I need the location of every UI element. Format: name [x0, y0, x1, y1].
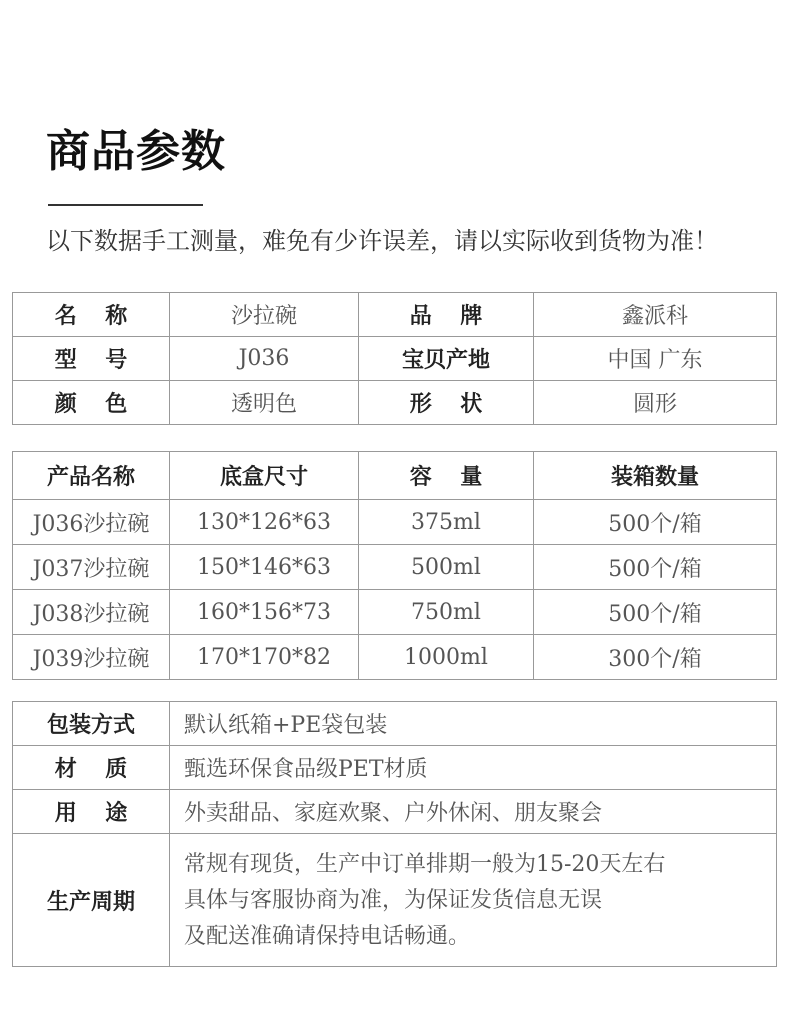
- capacity-cell: 500ml: [359, 545, 534, 590]
- packing-qty-cell: 500个/箱: [534, 545, 777, 590]
- period-line: 常规有现货，生产中订单排期一般为15-20天左右: [184, 852, 666, 877]
- table-row: [13, 381, 777, 425]
- table-row: [13, 337, 777, 381]
- box-size-cell: 160*156*73: [170, 590, 359, 635]
- table-row: [13, 293, 777, 337]
- packing-label: 包装方式: [13, 702, 170, 746]
- box-size-cell: 130*126*63: [170, 500, 359, 545]
- table-header-row: [13, 452, 777, 500]
- name-value: 沙拉碗: [170, 293, 359, 337]
- spec-table: [12, 451, 777, 680]
- name-label: 名称: [13, 293, 170, 337]
- table-row: [13, 590, 777, 635]
- period-line: 及配送准确请保持电话畅通。: [184, 924, 471, 949]
- brand-label: 品牌: [359, 293, 534, 337]
- usage-label: 用途: [13, 790, 170, 834]
- period-label: 生产周期: [13, 834, 170, 967]
- packing-value: 默认纸箱+PE袋包装: [170, 702, 777, 746]
- shape-value: 圆形: [534, 381, 777, 425]
- packing-qty-cell: 500个/箱: [534, 500, 777, 545]
- extra-info-table: [12, 701, 777, 967]
- material-value: 甄选环保食品级PET材质: [170, 746, 777, 790]
- table-row: [13, 702, 777, 746]
- packing-qty-cell: 300个/箱: [534, 635, 777, 680]
- header-packing-qty: 装箱数量: [534, 452, 777, 500]
- model-label: 型号: [13, 337, 170, 381]
- origin-label: 宝贝产地: [359, 337, 534, 381]
- header-box-size: 底盒尺寸: [170, 452, 359, 500]
- table-row: [13, 635, 777, 680]
- product-name-cell: J039沙拉碗: [13, 635, 170, 680]
- brand-value: 鑫派科: [534, 293, 777, 337]
- product-name-cell: J038沙拉碗: [13, 590, 170, 635]
- period-value: [170, 834, 777, 967]
- capacity-cell: 375ml: [359, 500, 534, 545]
- product-name-cell: J037沙拉碗: [13, 545, 170, 590]
- table-row: [13, 834, 777, 967]
- usage-value: 外卖甜品、家庭欢聚、户外休闲、朋友聚会: [170, 790, 777, 834]
- box-size-cell: 170*170*82: [170, 635, 359, 680]
- color-label: 颜色: [13, 381, 170, 425]
- capacity-cell: 750ml: [359, 590, 534, 635]
- origin-value: 中国 广东: [534, 337, 777, 381]
- title-divider: [48, 204, 203, 206]
- material-label: 材质: [13, 746, 170, 790]
- product-name-cell: J036沙拉碗: [13, 500, 170, 545]
- period-line: 具体与客服协商为准，为保证发货信息无误: [184, 888, 603, 913]
- disclaimer-text: 以下数据手工测量，难免有少许误差，请以实际收到货物为准！: [46, 227, 718, 255]
- table-row: [13, 746, 777, 790]
- page-title: 商品参数: [46, 126, 226, 177]
- table-row: [13, 545, 777, 590]
- table-row: [13, 500, 777, 545]
- header-capacity: 容量: [359, 452, 534, 500]
- model-value: J036: [170, 337, 359, 381]
- basic-info-table: [12, 292, 777, 425]
- capacity-cell: 1000ml: [359, 635, 534, 680]
- box-size-cell: 150*146*63: [170, 545, 359, 590]
- table-row: [13, 790, 777, 834]
- shape-label: 形状: [359, 381, 534, 425]
- packing-qty-cell: 500个/箱: [534, 590, 777, 635]
- header-product-name: 产品名称: [13, 452, 170, 500]
- color-value: 透明色: [170, 381, 359, 425]
